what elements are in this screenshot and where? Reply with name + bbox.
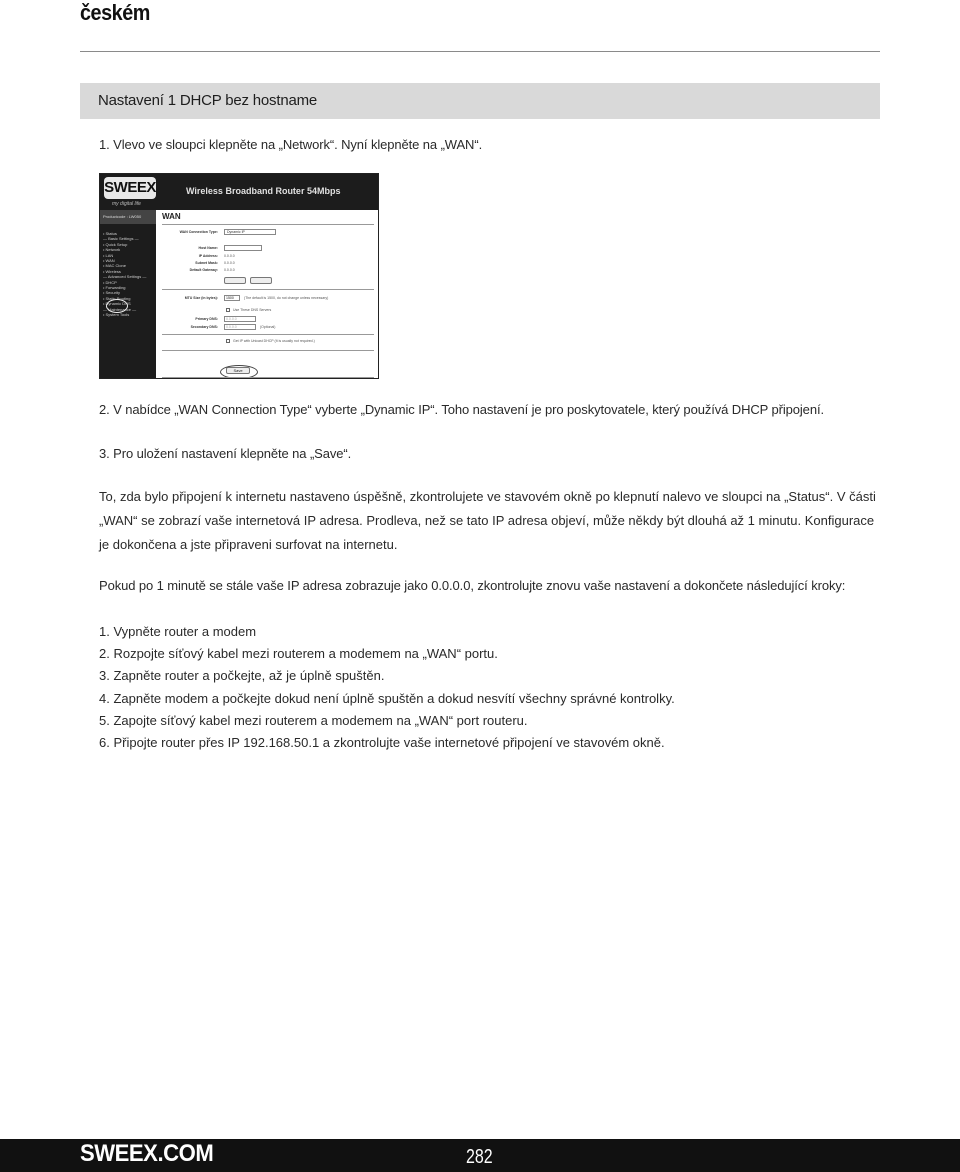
save-button[interactable]: Save	[226, 367, 250, 374]
router-header	[100, 174, 378, 210]
menu-item[interactable]: • Forwarding	[103, 285, 126, 291]
secondary-dns-label: Secondary DNS:	[190, 325, 218, 329]
instruction-step-3: 3. Pro uložení nastavení klepněte na „Save“.	[99, 446, 352, 461]
wan-form	[162, 210, 374, 378]
product-code: Productcode : LW050	[100, 210, 156, 224]
mtu-input[interactable]: 1500	[224, 295, 240, 301]
gateway-label: Default Gateway:	[189, 268, 218, 272]
wan-highlight-circle	[106, 299, 128, 313]
header-divider	[80, 51, 880, 52]
ip-value: 0.0.0.0	[224, 254, 235, 258]
mask-value: 0.0.0.0	[224, 261, 235, 265]
secondary-dns-note: (Optional)	[260, 325, 276, 329]
list-item: 1. Vypněte router a modem	[99, 624, 257, 639]
instruction-step-2: 2. V nabídce „WAN Connection Type“ vyberte „Dynamic IP“. Toho nastavení je pro poskytovatele, který používá DHCP připojení.	[99, 402, 824, 417]
release-button[interactable]	[250, 277, 272, 284]
troubleshoot-steps	[99, 621, 675, 754]
menu-item[interactable]: • MAC Clone	[103, 263, 126, 269]
wan-type-label: WAN Connection Type:	[179, 230, 218, 234]
mask-label: Subnet Mask:	[195, 261, 218, 265]
page-number: 282	[466, 1146, 493, 1168]
menu-item[interactable]: • LAN	[103, 252, 114, 258]
dns-checkbox-label: Use These DNS Servers	[233, 308, 272, 312]
menu-item[interactable]: • Status	[103, 231, 117, 236]
router-screenshot	[99, 173, 379, 379]
list-item: 5. Zapojte síťový kabel mezi routerem a modemem na „WAN“ port routeru.	[99, 712, 528, 728]
footer-brand: SWEEX.COM	[80, 1140, 214, 1167]
menu-item-wan[interactable]: • WAN	[103, 258, 115, 264]
dns-checkbox[interactable]	[226, 308, 230, 312]
gateway-value: 0.0.0.0	[224, 268, 235, 272]
instruction-step-1: 1. Vlevo ve sloupci klepněte na „Network“. Nyní klepněte na „WAN“.	[99, 137, 483, 152]
list-item: 2. Rozpojte síťový kabel mezi routerem a modemem na „WAN“ portu.	[99, 646, 498, 662]
host-name-label: Host Name:	[198, 246, 218, 250]
unicast-label: Get IP with Unicast DHCP (It is usually not required.)	[233, 339, 315, 343]
list-item: 4. Zapněte modem a počkejte dokud není úplně spuštěn a dokud nesvítí všechny správné kontrolky.	[99, 690, 675, 706]
menu-item[interactable]: • Dynamic DNS	[103, 301, 131, 307]
language-title: českém	[80, 0, 150, 25]
menu-item[interactable]: • System Tools	[103, 312, 130, 318]
router-sidebar	[100, 210, 156, 378]
unicast-checkbox[interactable]	[226, 339, 230, 343]
menu-item[interactable]: • DHCP	[103, 279, 117, 285]
divider	[162, 224, 374, 225]
logo-tagline: my digital life	[112, 201, 141, 207]
status-paragraph: To, zda bylo připojení k internetu nastaveno úspěšně, zkontrolujete ve stavovém okně po klepnutí nalevo ve sloupci na „Status“. V části „WAN“ se zobrazí vaše internetová IP adresa. Prodleva, než se tato IP adresa objeví, může někdy být dlouhá až 1 minutu. Konfigurace je dokončena a jste připraveni surfovat na internetu.	[99, 489, 876, 552]
menu-item: — Advanced Settings —	[103, 274, 147, 280]
wan-page-title: WAN	[162, 212, 181, 221]
list-item: 3. Zapněte router a počkejte, až je úplně spuštěn.	[99, 668, 385, 684]
divider	[162, 377, 374, 378]
list-item: 6. Připojte router přes IP 192.168.50.1 a zkontrolujte vaše internetové připojení ve stavovém okně.	[99, 735, 665, 751]
secondary-dns-input[interactable]: 0.0.0.0	[224, 324, 256, 330]
divider	[162, 334, 374, 335]
menu-item[interactable]: • Static Routing	[103, 295, 131, 301]
host-name-input[interactable]	[224, 245, 262, 251]
sweex-logo: SWEEX	[104, 177, 156, 199]
menu-item[interactable]: • Quick Setup	[103, 241, 128, 247]
router-title: Wireless Broadband Router 54Mbps	[186, 186, 341, 196]
mtu-label: MTU Size (in bytes):	[184, 296, 218, 300]
primary-dns-label: Primary DNS:	[195, 317, 218, 321]
menu-item[interactable]: • Security	[103, 290, 120, 296]
divider	[162, 289, 374, 290]
menu-item[interactable]: • Wireless	[103, 268, 121, 274]
divider	[162, 350, 374, 351]
wan-type-select[interactable]: Dynamic IP	[224, 229, 276, 235]
primary-dns-input[interactable]: 0.0.0.0	[224, 316, 256, 322]
menu-item: — Basic Settings —	[103, 236, 139, 242]
section-heading: Nastavení 1 DHCP bez hostname	[80, 83, 880, 119]
renew-button[interactable]	[224, 277, 246, 284]
mtu-note: (The default is 1500, do not change unless necessary)	[244, 296, 329, 300]
ip-label: IP Address:	[198, 254, 218, 258]
menu-item[interactable]: • Network	[103, 247, 121, 253]
troubleshoot-intro: Pokud po 1 minutě se stále vaše IP adresa zobrazuje jako 0.0.0.0, zkontrolujte znovu vaše nastavení a dokončete následující kroky:	[99, 578, 846, 593]
menu-item: — Maintenance —	[103, 306, 137, 312]
